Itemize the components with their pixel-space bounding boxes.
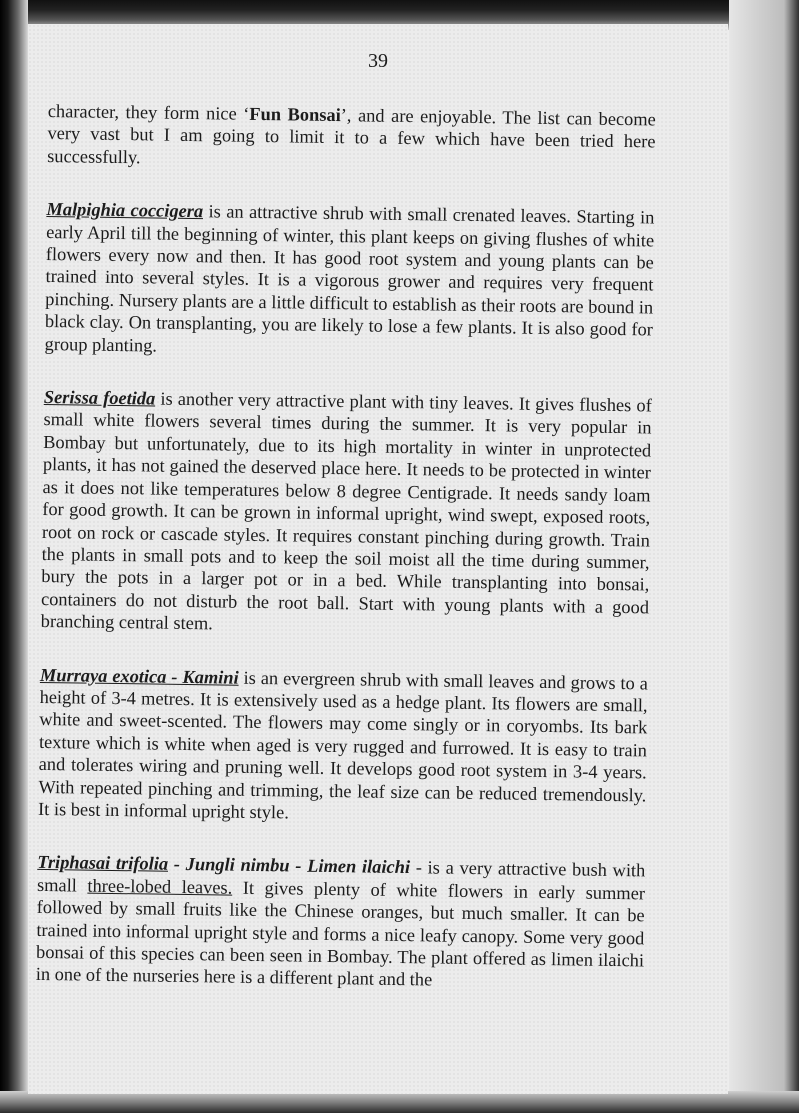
intro-text-2: ’, and are enjoyable. The list can become very vast but I am going to limit it to a few which have been tried here successfully.	[47, 105, 656, 168]
species-name-murraya: Murraya exotica - Kamini	[39, 664, 239, 688]
three-lobed-leaves-phrase: three-lobed leaves.	[87, 875, 233, 898]
paragraph-malpighia	[44, 198, 654, 363]
scan-right-gutter	[729, 0, 799, 1113]
paragraph-serissa	[41, 386, 652, 641]
serissa-description: is another very attractive plant with tiny leaves. It gives flushes of small white flowers several times during the summer. It is very popular in Bombay but unfortunately, due to its high mortality in winter in unprotected plants, it has not gained the deserved place here. It needs to be protected in winter as it does not like temperatures below 8 degree Centigrade. It needs sandy loam for good growth. It can be grown in informal upright, wind swept, exposed roots, root on rock or cascade styles. It requires constant pinching during growth. Train the plants in small pots and to keep the soil moist all the time during summer, bury the pots in a larger pot or in a bed. While transplanting into bonsai, containers do not disturb the root ball. Start with young plants with a good branching central stem.	[40, 388, 652, 634]
paragraph-triphasai	[36, 851, 646, 994]
triphasai-text-2: It gives plenty of white flowers in early summer followed by small fruits like the Chinese oranges, but much smaller. It can be trained into informal upright style and forms a nice leafy canopy. Some very good bonsai of this species can been seen in Bombay. The plant offered as limen ilaichi in one of the nurseries here is a different plant and the	[35, 877, 646, 990]
scan-bottom-edge	[0, 1091, 799, 1113]
page-body	[35, 100, 656, 1025]
species-name-malpighia: Malpighia coccigera	[46, 199, 204, 222]
species-name-serissa: Serissa foetida	[43, 387, 156, 409]
murraya-description: is an evergreen shrub with small leaves and grows to a height of 3-4 metres. It is extensively used as a hedge plant. Its flowers are small, white and sweet-scented. The flowers may come singly or in coryombs. Its bark texture which is white when aged is very rugged and furrowed. It is easy to train and tolerates wiring and pruning well. It develops good root system in 3-4 years. With repeated pinching and trimming, the leaf size can be reduced tremendously. It is best in informal upright style.	[37, 667, 649, 823]
intro-text-1: character, they form nice ‘	[47, 100, 250, 124]
species-name-triphasai: Triphasai trifolia	[37, 852, 169, 875]
book-page	[28, 24, 728, 1094]
triphasai-text-1: - is a very attractive bush with small	[36, 857, 646, 896]
malpighia-description: is an attractive shrub with small crenated leaves. Starting in early April till the beginning of winter, this plant keeps on giving flushes of white flowers every now and then. It has good root system and young plants can be trained into several styles. It is a vigorous grower and requires very frequent pinching. Nursery plants are a little difficult to establish as their roots are bound in black clay. On transplanting, you are likely to lose a few plants. It is also good for group planting.	[44, 201, 655, 356]
triphasai-common-names: - Jungli nimbu - Limen ilaichi	[167, 854, 411, 878]
scan-binding-edge	[0, 0, 28, 1113]
paragraph-murraya	[38, 663, 648, 828]
page-number: 39	[368, 50, 388, 72]
fun-bonsai-term: Fun Bonsai	[249, 103, 341, 126]
paragraph-intro	[47, 100, 656, 176]
